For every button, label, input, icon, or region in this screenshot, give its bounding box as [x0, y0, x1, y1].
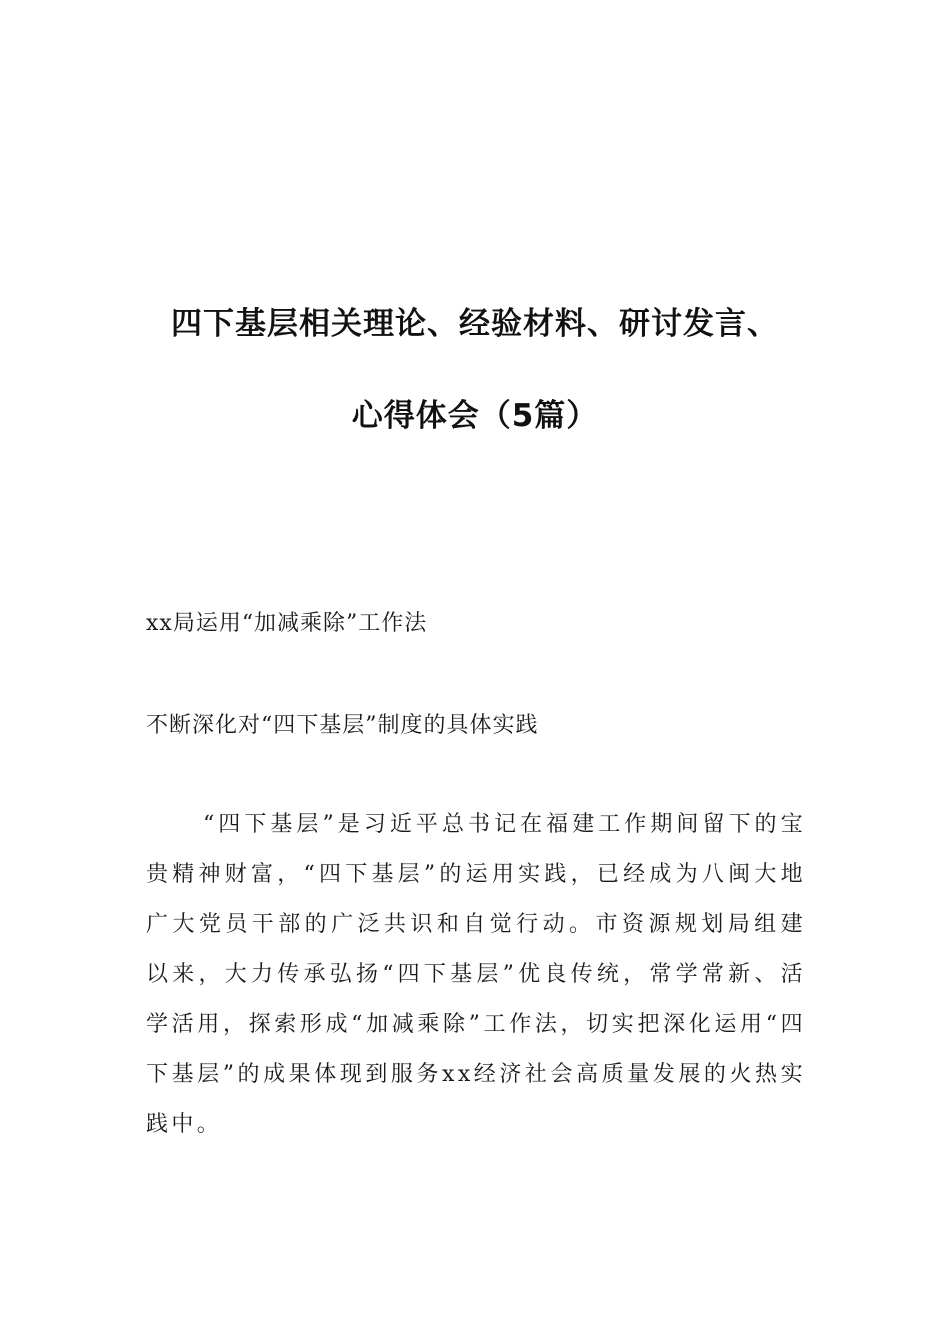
- article-heading: xx局运用“加减乘除”工作法: [146, 611, 428, 636]
- body-paragraph: “四下基层”是习近平总书记在福建工作期间留下的宝贵精神财富，“四下基层”的运用实践，已经成为八闽大地广大党员干部的广泛共识和自觉行动。市资源规划局组建以来，大力传承弘扬“四下基层”优良传统，常学常新、活学活用，探索形成“加减乘除”工作法，切实把深化运用“四下基层”的成果体现到服务xx经济社会高质量发展的火热实践中。: [146, 812, 806, 1137]
- document-title-line-1: 四下基层相关理论、经验材料、研讨发言、: [171, 306, 779, 342]
- document-title-line-2: 心得体会（5篇）: [351, 398, 599, 434]
- article-subheading: 不断深化对“四下基层”制度的具体实践: [146, 713, 539, 738]
